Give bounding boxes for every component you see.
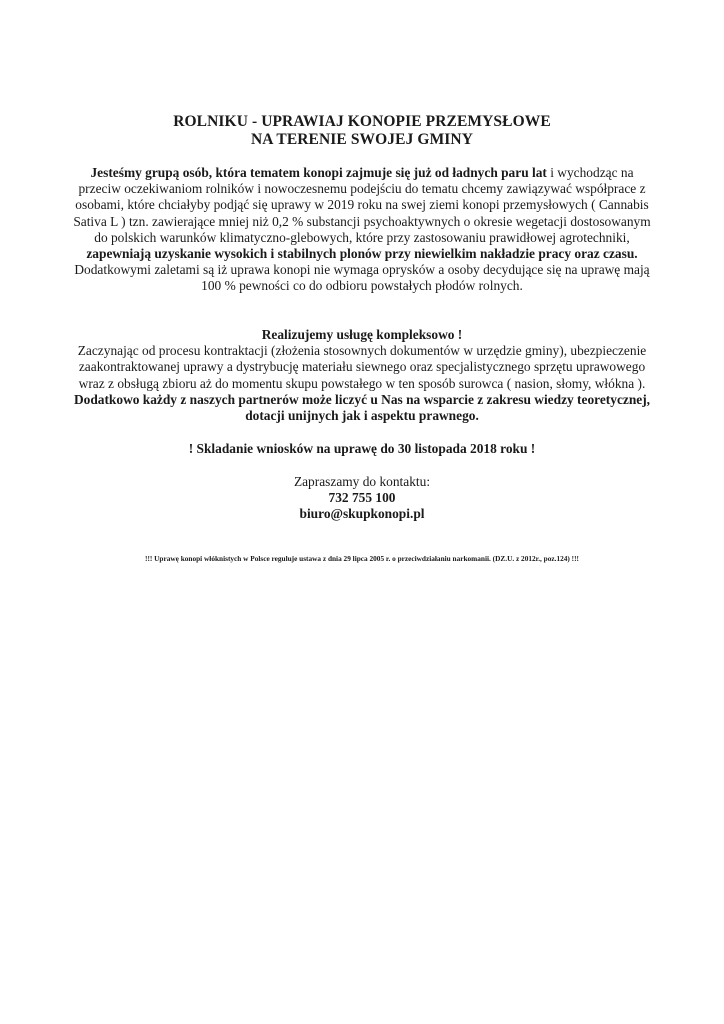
contact-invite: Zapraszamy do kontaktu: [293,474,431,489]
contact-email: biuro@skupkonopi.pl [299,506,425,522]
page-title [0,113,724,149]
intro-body-2: Dodatkowymi zaletami są iż uprawa konopi nie wymaga oprysków a osoby decydujące się na uprawę mają 100 % pewności co do odbioru powstałych płodów rolnych. [74,262,650,294]
service-heading: Realizujemy usługę kompleksowo ! [261,327,463,342]
service-section [70,327,654,424]
service-body: Zaczynając od procesu kontraktacji (złożenia stosownych dokumentów w urzędzie gminy), ubezpieczenie zaakontraktowanej uprawy a dystrybucję materiału siewnego oraz specjalistycznego sprzętu uprawowego wraz z obsługą zbioru aż do momentu skupu powstałego w ten sposób surowca ( nasion, słomy, włókna ). [77,343,647,391]
legal-footnote: !!! Uprawę konopi włóknistych w Polsce reguluje ustawa z dnia 29 lipca 2005 r. o przeciwdziałaniu narkomanii. (DZ.U. z 2012r., poz.124) !!! [145,554,579,563]
intro-emphasis: zapewniają uzyskanie wysokich i stabilnych plonów przy niewielkim nakładzie pracy oraz czasu. [86,246,638,262]
deadline-notice: ! Skladanie wniosków na uprawę do 30 listopada 2018 roku ! [188,441,536,456]
contact-phone: 732 755 100 [328,490,396,506]
service-emphasis: Dodatkowo każdy z naszych partnerów może liczyć u Nas na wsparcie z zakresu wiedzy teoretycznej, dotacji unijnych jak i aspektu prawnego. [73,391,651,424]
title-line-1: ROLNIKU - UPRAWIAJ KONOPIE PRZEMYSŁOWE [173,113,551,130]
intro-section [70,165,654,295]
contact-section [70,474,654,523]
title-line-2: NA TERENIE SWOJEJ GMINY [250,131,474,148]
intro-body-1: i wychodząc na przeciw oczekiwaniom rolników i nowoczesnemu podejściu do tematu chcemy zawiązywać współprace z osobami, które chciałyby podjąć się uprawy w 2019 roku na swej ziemi konopi przemysłowych ( Cannabis Sativa L ) tzn. zawierające mniej niż 0,2 % substancji psychoaktywnych o okresie wegetacji dostosowanym do polskich warunków klimatyczno-glebowych, które przy zastosowaniu prawidłowej agrotechniki, [73,165,651,245]
intro-lead: Jesteśmy grupą osób, która tematem konopi zajmuje się już od ładnych paru lat [90,165,547,180]
